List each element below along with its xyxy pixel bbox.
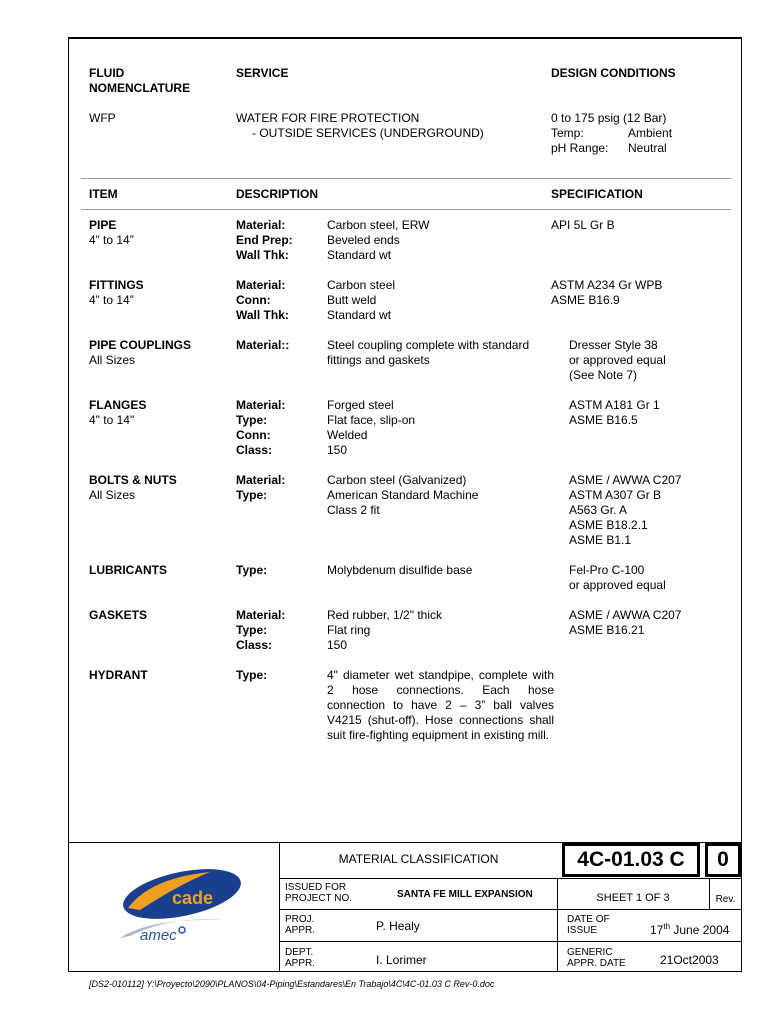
item-column-header: ITEM [89,187,118,201]
item-name: FLANGES 4" to 14" [89,398,147,427]
fluid-value: WFP [89,111,116,125]
description-values: Red rubber, 1/2" thick Flat ring 150 [327,608,442,652]
issued-for-label: ISSUED FOR PROJECT NO. [285,882,353,904]
service-value: WATER FOR FIRE PROTECTION - OUTSIDE SERVICES (UNDERGROUND) [236,111,484,140]
date-of-issue-label: DATE OF ISSUE [567,914,610,936]
item-size: 4” to 14” [89,293,134,307]
item-name: FITTINGS 4” to 14” [89,278,144,307]
description-column-header: DESCRIPTION [236,187,319,201]
divider [279,878,742,879]
file-path-footer: [DS2-010112] Y:\Proyecto\2090\PLANOS\04-Piping\Estandares\En Trabajo\4C\4C-01.03 C Rev-0.doc [89,979,495,989]
specification-values: ASTM A234 Gr WPB ASME B16.9 [551,278,663,307]
item-size: All Sizes [89,353,136,367]
item-size: 4" to 14" [89,413,135,427]
specification-values: ASTM A181 Gr 1 ASME B16.5 [569,398,660,427]
revision-number: 0 [705,843,741,877]
item-size: All Sizes [89,488,136,502]
item-size: 4” to 14” [89,233,134,247]
item-name: BOLTS & NUTS All Sizes [89,473,177,502]
description-values: Forged steel Flat face, slip-on Welded 150 [327,398,416,457]
description-labels: Material: End Prep: Wall Thk: [236,218,293,262]
item-name: LUBRICANTS [89,563,167,577]
divider [279,941,742,942]
description-labels: Material:: [236,338,290,352]
divider [279,909,742,910]
description-labels: Material: Type: Class: [236,608,286,652]
fluid-nomenclature-heading: FLUID NOMENCLATURE [89,66,191,95]
dept-appr-label: DEPT. APPR. [285,947,316,969]
divider [81,178,731,179]
service-heading: SERVICE [236,66,289,80]
specification-values: Dresser Style 38 or approved equal (See Note 7) [569,338,666,382]
project-name: SANTA FE MILL EXPANSION [397,889,533,900]
description-labels: Type: [236,563,268,577]
description-labels: Material: Type: [236,473,286,502]
specification-values: Fel-Pro C-100 or approved equal [569,563,666,592]
description-values: Carbon steel Butt weld Standard wt [327,278,396,322]
description-values: Steel coupling complete with standard fittings and gaskets [327,338,530,367]
date-of-issue-value: 17th June 2004 [650,922,730,937]
item-name: GASKETS [89,608,148,622]
item-name: PIPE 4” to 14” [89,218,134,247]
specification-values: API 5L Gr B [551,218,615,232]
company-logo [110,858,250,958]
proj-appr-label: PROJ. APPR. [285,914,316,936]
logo-cade-text: cade [172,888,214,908]
specification-values: ASME / AWWA C207 ASTM A307 Gr B A563 Gr. A ASME B18.2.1 ASME B1.1 [569,473,682,547]
document-number: 4C-01.03 C [562,843,700,877]
sheet-number: SHEET 1 OF 3 [596,892,670,904]
design-conditions-value: 0 to 175 psig (12 Bar) Temp: Ambient pH Range: Neutral [551,111,673,155]
description-labels: Material: Type: Conn: Class: [236,398,286,457]
description-labels: Material: Conn: Wall Thk: [236,278,289,322]
specification-values: ASME / AWWA C207 ASME B16.21 [569,608,682,637]
description-values: Carbon steel (Galvanized) American Standard Machine Class 2 fit [327,473,479,517]
proj-appr-name: P. Healy [376,919,420,933]
divider [81,209,731,210]
logo-amec-text: amec [140,927,177,944]
description-label: Type: [236,668,268,682]
dept-appr-name: I. Lorimer [376,953,427,967]
specification-column-header: SPECIFICATION [551,187,643,201]
title-block-title: MATERIAL CLASSIFICATION [338,852,499,866]
item-name: PIPE COUPLINGS All Sizes [89,338,192,367]
item-name: HYDRANT [89,668,148,682]
description-values: Carbon steel, ERW Beveled ends Standard wt [327,218,430,262]
rev-label: Rev. [715,894,736,905]
generic-appr-date-value: 21Oct2003 [660,953,719,967]
design-conditions-heading: DESIGN CONDITIONS [551,66,676,80]
hydrant-description: 4" diameter wet standpipe, complete with 2 hose connections. Each hose connection to have 2 – 3” ball valves V4215 (shut-off). Hose connections shall suit fire-fighting equipment in existing mill. [327,668,554,742]
generic-appr-date-label: GENERIC APPR. DATE [567,947,626,969]
description-values: Molybdenum disulfide base [327,563,473,577]
